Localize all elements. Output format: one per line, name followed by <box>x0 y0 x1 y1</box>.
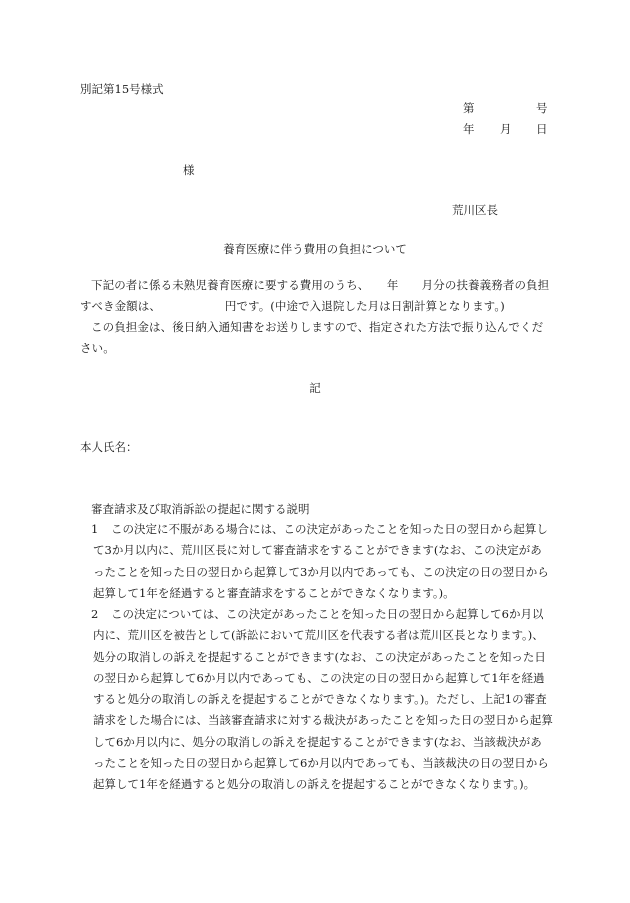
explanation-heading: 審査請求及び取消訴訟の提起に関する説明 <box>91 502 310 516</box>
item-text: この決定については、この決定があったことを知った日の翌日から起算して6か月以内に、荒川区を被告として(訴訟において荒川区を代表する者は荒川区長となります。)、処分の取消しの訴えを提起することができます(なお、この決定があったことを知った日の翌日から起算して6か月以内であっても、この決定の日の翌日から起算して1年を経過すると処分の取消しの訴えを提起することができなくなります。)。ただし、上記1の審査請求をした場合には、当該審査請求に対する裁決があったことを知った日の翌日から起算して6か月以内に、処分の取消しの訴えを提起することができます(なお、当該裁決があったことを知った日の翌日から起算して6か月以内であっても、当該裁決の日の翌日から起算して1年を経過すると処分の取消しの訴えを提起することができなくなります。)。 <box>93 607 553 792</box>
doc-number-suffix: 号 <box>536 101 548 115</box>
date-day: 日 <box>536 122 548 136</box>
doc-number-prefix: 第 <box>463 101 475 115</box>
issuer: 荒川区長 <box>452 203 498 217</box>
form-code: 別記第15号様式 <box>80 82 164 96</box>
item-text: この決定に不服がある場合には、この決定があったことを知った日の翌日から起算して3か月以内に、荒川区長に対して審査請求をすることができます(なお、この決定があったことを知った日の翌日から起算して3か月以内であっても、この決定の日の翌日から起算して1年を経過すると審査請求をすることができなくなります。)。 <box>93 522 549 600</box>
person-name-label: 本人氏名： <box>80 440 138 454</box>
addressee-honorific: 様 <box>183 163 195 177</box>
date-year: 年 <box>463 122 475 136</box>
item-number: 2 <box>91 607 99 621</box>
body-paragraph-1: 下記の者に係る未熟児養育医療に要する費用のうち、 年 月分の扶養義務者の負担すべき金額は、 円です。(中途で入退院した月は日割計算となります。) <box>80 278 550 313</box>
date-month: 月 <box>500 122 512 136</box>
body-paragraph-2: この負担金は、後日納入通知書をお送りしますので、指定された方法で振り込んでください。 <box>80 320 544 355</box>
ki-heading: 記 <box>309 381 321 395</box>
item-number: 1 <box>91 522 99 536</box>
document-title: 養育医療に伴う費用の負担について <box>223 242 407 256</box>
